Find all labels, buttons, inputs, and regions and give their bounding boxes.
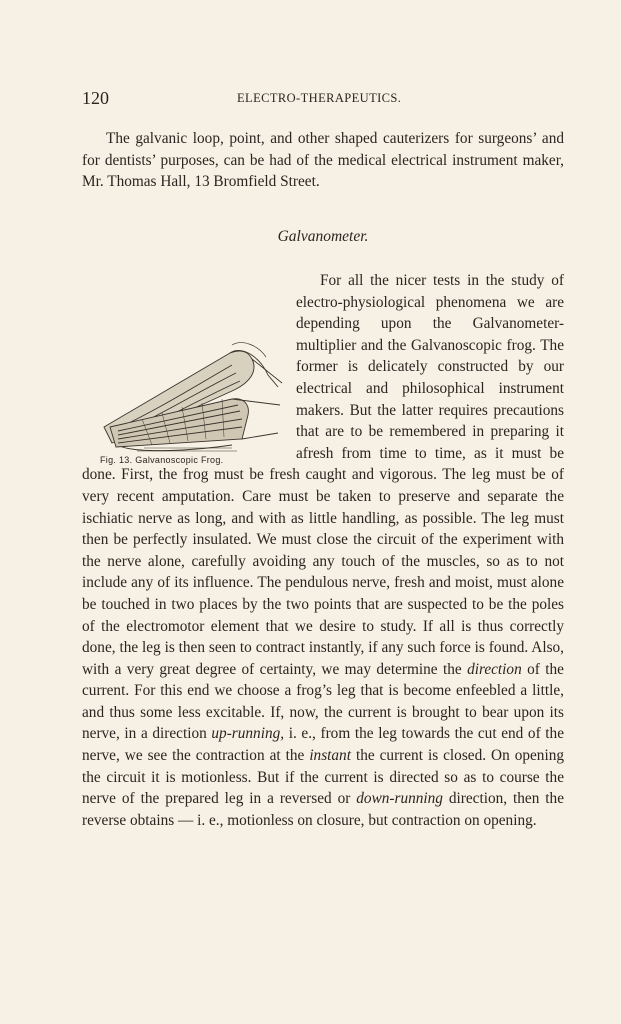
paragraph-2-part-b: of the current. For this end we choose a frog’s leg that is become enfeebled a little, and thus some less excitable. If, now, the current is brought to bear upon its nerve, in a direction (82, 660, 564, 743)
paragraph-2-part-c: i. e., from the leg towards the cut end of the nerve, we see the contraction at the (82, 725, 565, 765)
running-head: ELECTRO-THERAPEUTICS. (237, 91, 402, 105)
paragraph-1-text: The galvanic loop, point, and other shaped cauterizers for surgeons’ and for dentists’ purposes, can be had of the medical electrical instrument maker, Mr. Thomas Hall, 13 Bromfield Street. (82, 130, 564, 191)
paragraph-cauterizers (82, 128, 564, 193)
paragraph-2-part-a: For all the nicer tests in the study of electro-physiological phenomena we are depending upon the Galvanometer-multiplier and the Galvanoscopic frog. The former is delicately constructed by our electrical and philosophical instrument makers. But the latter requires precautions that are to be remembered in preparing it afresh from time to time, as it must be done. First, the frog must be fresh caught and vigorous. The leg must be of very recent amputation. Care must be taken to preserve and separate the ischiatic nerve as long, and with as little handling, as possible. The leg must then be perfectly insulated. We must close the circuit of the experiment with the nerve alone, carefully avoiding any touch of the muscles, so as to not include any of its influence. The pendulous nerve, fresh and moist, must alone be touched in two places by the two points that are suspected to be the poles of the electromotor element that we desire to study. If all is thus correctly done, the leg is then seen to contract instantly, if any such force is found. Also, with a very great degree of certainty, we may determine the (82, 272, 564, 678)
figure-caption: Fig. 13. Galvanoscopic Frog. (100, 455, 224, 465)
page-number: 120 (82, 88, 109, 108)
paragraph-2-part-e: direction, then the reverse obtains — i. e., motionless on closure, but contraction on opening. (82, 790, 564, 829)
page-header (82, 88, 522, 112)
frog-leg-engraving-icon (82, 335, 292, 453)
figure-galvanoscopic-frog (82, 335, 292, 480)
emphasis-down-running: down-running (356, 790, 443, 808)
emphasis-instant: instant (309, 747, 351, 765)
emphasis-up-running: up-running, (211, 725, 285, 743)
emphasis-direction: direction (467, 660, 522, 678)
section-heading: Galvanometer. (277, 228, 369, 245)
paragraph-2-part-d: the current is closed. On opening the circuit it is motionless. But if the current is directed so as to course the nerve of the prepared leg in a reversed or (82, 747, 564, 808)
